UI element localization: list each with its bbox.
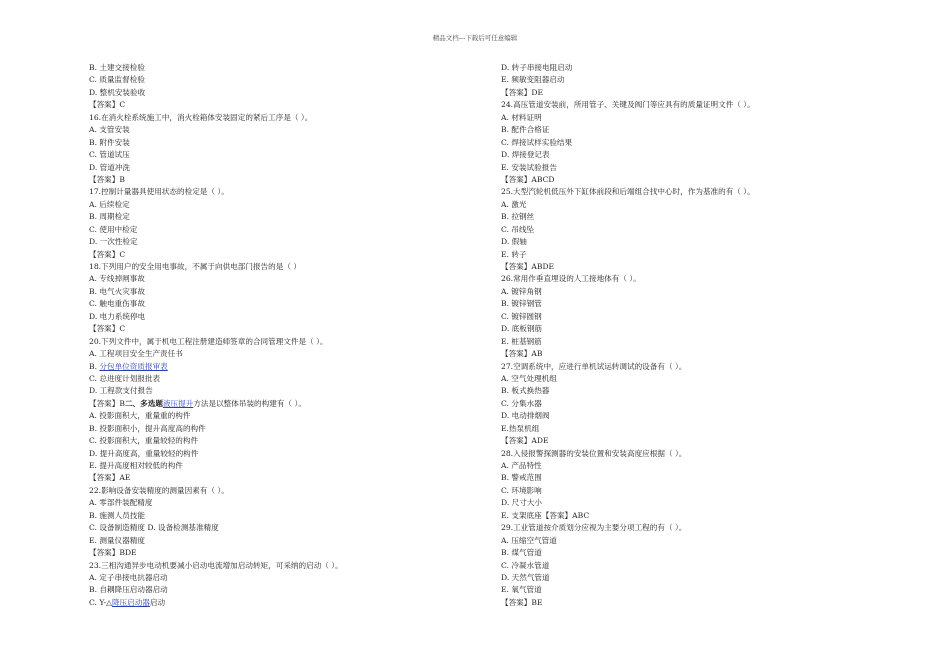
line-text: E. 氧气管道 bbox=[501, 585, 542, 595]
text-line bbox=[89, 236, 449, 248]
line-text: C. 分集水器 bbox=[501, 398, 542, 408]
line-text: E. 频敏变阻器启动 bbox=[501, 75, 565, 85]
text-line bbox=[501, 522, 881, 534]
line-text: 【答案】B bbox=[89, 174, 125, 184]
line-text: D. 焊接登记表 bbox=[501, 150, 550, 160]
line-text: C. 焊接试样实验结果 bbox=[501, 137, 573, 147]
line-text: A. 支管安装 bbox=[89, 125, 130, 135]
line-text: 24.高压管道安装前，所用管子、关键及阀门等应具有的质量证明文件（ ）。 bbox=[501, 100, 755, 110]
text-line bbox=[89, 137, 449, 149]
text-line bbox=[89, 62, 449, 74]
text-line bbox=[501, 124, 881, 136]
line-text: A. 压缩空气管道 bbox=[501, 535, 557, 545]
text-line bbox=[501, 323, 881, 335]
line-text: 【答案】AE bbox=[89, 473, 131, 483]
line-text-tail: 方法是以整体吊装的构建有（ ）。 bbox=[193, 398, 306, 408]
text-line bbox=[501, 186, 881, 198]
text-line bbox=[89, 249, 449, 261]
text-line bbox=[89, 485, 449, 497]
text-line bbox=[501, 597, 881, 609]
text-line bbox=[89, 336, 449, 348]
line-text: 18.下列用户的安全用电事故，不属于向供电部门报告的是（ ） bbox=[89, 262, 301, 271]
text-line bbox=[501, 273, 881, 285]
line-text: 【答案】ADE bbox=[501, 436, 549, 446]
text-line bbox=[501, 410, 881, 422]
line-text: 【答案】AB bbox=[501, 349, 543, 359]
text-line bbox=[89, 99, 449, 111]
line-text: E. 测量仪器精度 bbox=[89, 535, 145, 545]
text-line bbox=[501, 584, 881, 596]
text-line bbox=[89, 273, 449, 285]
text-line bbox=[89, 361, 449, 373]
line-text: A. 材料证明 bbox=[501, 112, 542, 122]
line-text-tail: 启动 bbox=[149, 597, 166, 607]
text-line bbox=[89, 398, 449, 410]
line-text: A. 激光 bbox=[501, 199, 527, 209]
right-column bbox=[501, 62, 881, 609]
line-text: A. 零部件装配精度 bbox=[89, 498, 153, 508]
text-line bbox=[501, 74, 881, 86]
text-line bbox=[89, 174, 449, 186]
line-text: A. 定子串接电抗器启动 bbox=[89, 572, 168, 582]
line-text: E. 支架底座【答案】ABC bbox=[501, 510, 590, 520]
text-line bbox=[501, 460, 881, 472]
text-line bbox=[89, 149, 449, 161]
text-line bbox=[501, 137, 881, 149]
text-line bbox=[89, 435, 449, 447]
page-header: 精品文档---下载后可任意编辑 bbox=[432, 34, 518, 42]
hyperlink[interactable]: 分包单位资质报审表 bbox=[99, 361, 168, 371]
text-line bbox=[89, 348, 449, 360]
text-line bbox=[501, 373, 881, 385]
line-text: C. 吊线坠 bbox=[501, 224, 535, 234]
text-line bbox=[89, 584, 449, 596]
line-text: 【答案】C bbox=[89, 324, 126, 334]
line-text: D. 电力系统停电 bbox=[89, 311, 146, 321]
text-line bbox=[89, 323, 449, 335]
text-line bbox=[501, 199, 881, 211]
text-line bbox=[501, 261, 881, 273]
line-text: 【答案】B bbox=[89, 398, 125, 408]
line-text: 【答案】BDE bbox=[89, 548, 137, 558]
text-line bbox=[501, 87, 881, 99]
left-column bbox=[89, 62, 449, 609]
text-line bbox=[501, 572, 881, 584]
text-line bbox=[501, 311, 881, 323]
line-text: A. 镀锌角钢 bbox=[501, 286, 542, 296]
text-line bbox=[501, 485, 881, 497]
text-line bbox=[501, 448, 881, 460]
line-text: 16.在消火栓系统施工中，消火栓箱体安装固定的紧后工序是（ ）。 bbox=[89, 112, 313, 122]
line-text: B. 周期检定 bbox=[89, 212, 130, 222]
line-text: 【答案】ABCD bbox=[501, 174, 555, 184]
text-line bbox=[89, 211, 449, 223]
line-text: 25.大型汽轮机低压外下缸体前段和后端组合找中心时，作为基准的有（ ）。 bbox=[501, 187, 755, 197]
line-text: C. 总进度计划报批表 bbox=[89, 373, 161, 383]
line-text: C. 触电重伤事故 bbox=[89, 299, 145, 309]
text-line bbox=[89, 385, 449, 397]
text-line bbox=[501, 497, 881, 509]
line-text: D. 电动排烟阀 bbox=[501, 411, 550, 421]
text-line bbox=[501, 348, 881, 360]
line-text: B. 煤气管道 bbox=[501, 548, 542, 558]
text-line bbox=[89, 410, 449, 422]
text-line bbox=[501, 472, 881, 484]
line-text: C. Y-△ bbox=[89, 597, 112, 607]
line-text: 20.下列文件中，属于机电工程注册建造师签章的合同管理文件是（ ）。 bbox=[89, 336, 328, 346]
text-line bbox=[501, 174, 881, 186]
line-text: 22.影响设备安装精度的测量因素有（ ）。 bbox=[89, 485, 229, 495]
line-text: B. 电气火灾事故 bbox=[89, 286, 145, 296]
line-text: B. 警戒范围 bbox=[501, 473, 542, 483]
text-line bbox=[89, 510, 449, 522]
text-line bbox=[89, 460, 449, 472]
line-text: D. 转子串接电阻启动 bbox=[501, 63, 573, 72]
section-heading: 二、多选题 bbox=[124, 398, 163, 408]
text-line bbox=[89, 423, 449, 435]
text-line bbox=[501, 385, 881, 397]
line-text: 【答案】C bbox=[89, 249, 126, 259]
text-line bbox=[501, 112, 881, 124]
text-line bbox=[501, 211, 881, 223]
line-text: A. 产品特性 bbox=[501, 461, 542, 470]
text-line bbox=[501, 535, 881, 547]
line-text: B. bbox=[89, 361, 100, 371]
line-text: D. 管道冲洗 bbox=[89, 162, 131, 172]
text-line bbox=[89, 497, 449, 509]
line-text: B. 附件安装 bbox=[89, 137, 130, 147]
text-line bbox=[501, 162, 881, 174]
line-text: E. 桩基钢筋 bbox=[501, 336, 542, 346]
text-line bbox=[501, 510, 881, 522]
text-line bbox=[89, 448, 449, 460]
text-line bbox=[89, 74, 449, 86]
line-text: A. 后续检定 bbox=[89, 199, 130, 209]
text-line bbox=[89, 124, 449, 136]
line-text: E. 转子 bbox=[501, 249, 527, 259]
line-text: E. 安装试验报告 bbox=[501, 162, 557, 172]
line-text: B. 镀锌钢管 bbox=[501, 299, 542, 309]
text-line bbox=[89, 547, 449, 559]
text-line bbox=[501, 99, 881, 111]
line-text: A. 投影面积大，重量重的构件 bbox=[89, 411, 191, 421]
text-line bbox=[89, 224, 449, 236]
text-line bbox=[501, 149, 881, 161]
line-text: C. 投影面积大，重量较轻的构件 bbox=[89, 436, 199, 446]
text-line bbox=[89, 186, 449, 198]
text-line bbox=[501, 298, 881, 310]
text-line bbox=[89, 199, 449, 211]
line-text: B. 投影面积小，提升高度高的构件 bbox=[89, 423, 206, 433]
line-text: 【答案】ABDE bbox=[501, 262, 555, 271]
line-text: C. 镀锌圆钢 bbox=[501, 311, 542, 321]
text-line bbox=[89, 572, 449, 584]
line-text: 26.常用作垂直埋设的人工接地体有（ ）。 bbox=[501, 274, 641, 284]
hyperlink[interactable]: 降压启动器 bbox=[111, 597, 150, 607]
line-text: D. 底板钢筋 bbox=[501, 324, 543, 334]
text-line bbox=[89, 535, 449, 547]
line-text: A. 专线掉闸事故 bbox=[89, 274, 145, 284]
line-text: D. 整机安装验收 bbox=[89, 87, 146, 97]
line-text: E.热泵机组 bbox=[501, 423, 540, 433]
text-line bbox=[501, 560, 881, 572]
line-text: 【答案】C bbox=[89, 100, 126, 110]
text-line bbox=[501, 435, 881, 447]
text-line bbox=[89, 597, 449, 609]
text-line bbox=[89, 373, 449, 385]
line-text: D. 一次性检定 bbox=[89, 237, 138, 247]
line-text: 【答案】DE bbox=[501, 87, 544, 97]
text-line bbox=[501, 423, 881, 435]
line-text: 23.三相沟通异步电动机要减小启动电流增加启动转矩，可采纳的启动（ ）。 bbox=[89, 560, 343, 570]
text-line bbox=[89, 472, 449, 484]
line-text: 17.控制计量器具使用状态的检定是（ ）。 bbox=[89, 187, 229, 197]
line-text: D. 工程款支付报告 bbox=[89, 386, 153, 396]
line-text: B. 土建交接检验 bbox=[89, 63, 145, 72]
line-text: C. 管道试压 bbox=[89, 150, 130, 160]
text-line bbox=[89, 560, 449, 572]
line-text: C. 使用中检定 bbox=[89, 224, 138, 234]
line-text: B. 配件合格证 bbox=[501, 125, 550, 135]
text-line bbox=[89, 87, 449, 99]
text-line bbox=[501, 286, 881, 298]
text-line bbox=[501, 398, 881, 410]
text-line bbox=[501, 224, 881, 236]
text-line bbox=[89, 162, 449, 174]
text-line bbox=[501, 236, 881, 248]
line-text: B. 自耦降压启动器启动 bbox=[89, 585, 168, 595]
text-line bbox=[501, 547, 881, 559]
line-text: C. 冷凝水管道 bbox=[501, 560, 550, 570]
line-text: 27.空调系统中，应进行单机试运转调试的设备有（ ）。 bbox=[501, 361, 687, 371]
text-line bbox=[89, 522, 449, 534]
line-text: A. 工程项目安全生产责任书 bbox=[89, 349, 183, 359]
line-text: 29.工业管道按介质划分应视为主要分项工程的有（ ）。 bbox=[501, 523, 687, 533]
line-text: 【答案】BE bbox=[501, 597, 543, 607]
line-text: A. 空气处理机组 bbox=[501, 373, 557, 383]
line-text: E. 提升高度相对较低的构件 bbox=[89, 461, 183, 470]
hyperlink[interactable]: 液压提升 bbox=[162, 398, 194, 408]
text-line bbox=[89, 298, 449, 310]
line-text: C. 环境影响 bbox=[501, 485, 542, 495]
text-line bbox=[501, 62, 881, 74]
line-text: D. 假轴 bbox=[501, 237, 527, 247]
text-line bbox=[501, 361, 881, 373]
line-text: D. 提升高度高，重量较轻的构件 bbox=[89, 448, 199, 458]
line-text: D. 天然气管道 bbox=[501, 572, 550, 582]
line-text: C. 质量监督检验 bbox=[89, 75, 145, 85]
text-line bbox=[89, 112, 449, 124]
text-line bbox=[89, 286, 449, 298]
line-text: B. 拉钢丝 bbox=[501, 212, 535, 222]
line-text: B. 施测人员技能 bbox=[89, 510, 145, 520]
text-line bbox=[501, 336, 881, 348]
line-text: C. 设备制造精度 D. 设备检测基准精度 bbox=[89, 523, 219, 533]
line-text: B. 板式换热器 bbox=[501, 386, 550, 396]
text-line bbox=[501, 249, 881, 261]
text-line bbox=[89, 311, 449, 323]
line-text: D. 尺寸大小 bbox=[501, 498, 543, 508]
text-line bbox=[89, 261, 449, 273]
line-text: 28.入侵报警探测器的安装位置和安装高度应根据（ ）。 bbox=[501, 448, 687, 458]
